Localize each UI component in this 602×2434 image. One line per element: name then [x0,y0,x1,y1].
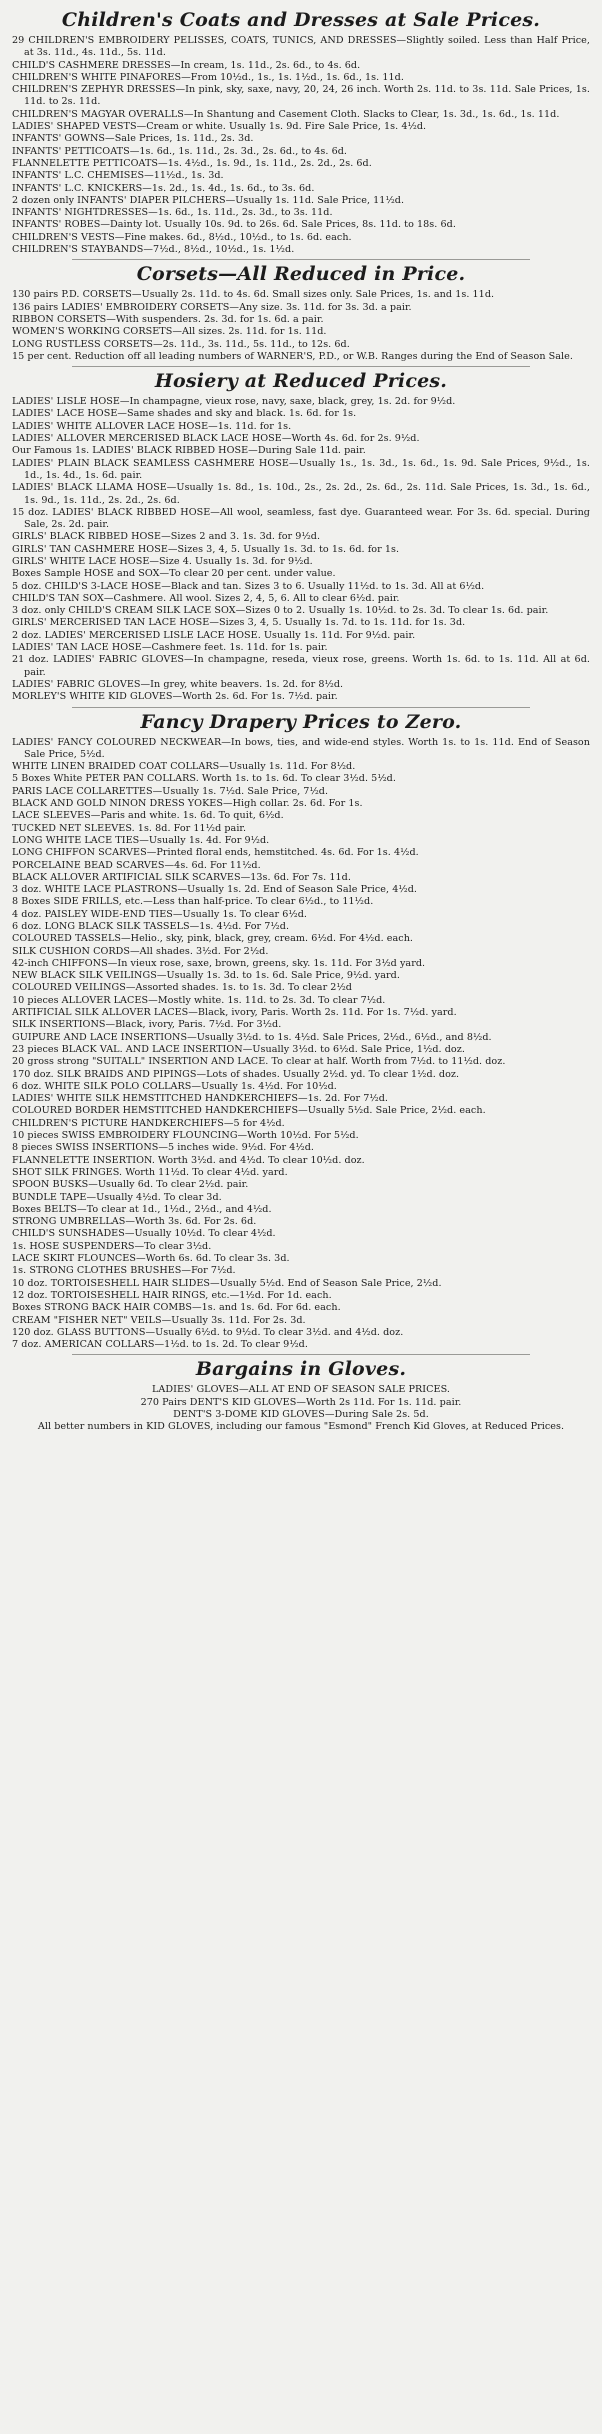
list-item: FLANNELETTE INSERTION. Worth 3½d. and 4½d. To clear 10½d. doz. [12,1154,365,1166]
list-item: Boxes Sample HOSE and SOX—To clear 20 per cent. under value. [12,568,336,580]
list-item: 136 pairs LADIES' EMBROIDERY CORSETS—Any size. 3s. 11d. for 3s. 3d. a pair. [12,301,412,313]
list-item: WHITE LINEN BRAIDED COAT COLLARS—Usually 1s. 11d. For 8½d. [12,761,356,773]
list-item: PARIS LACE COLLARETTES—Usually 1s. 7½d. Sale Price, 7½d. [12,785,329,797]
section-divider [72,1354,530,1355]
list-item: LADIES' PLAIN BLACK SEAMLESS CASHMERE HOSE—Usually 1s., 1s. 3d., 1s. 6d., 1s. 9d. Sale Prices, 9½d., 1s. 1d., 1s. 4d., 1s. 6d. pair. [12,457,590,481]
list-item: GIRLS' WHITE LACE HOSE—Size 4. Usually 1s. 3d. for 9½d. [12,555,313,567]
list-item: PORCELAINE BEAD SCARVES—4s. 6d. For 11½d. [12,859,261,871]
list-item: LADIES' BLACK LLAMA HOSE—Usually 1s. 8d., 1s. 10d., 2s., 2s. 2d., 2s. 6d., 2s. 11d. Sale Prices, 1s. 3d., 1s. 6d., 1s. 9d., 1s. 11d., 2s. 2d., 2s. 6d. [12,482,590,506]
list-item: LONG RUSTLESS CORSETS—2s. 11d., 3s. 11d., 5s. 11d., to 12s. 6d. [12,338,350,350]
section-divider [72,707,530,708]
list-item: 15 doz. LADIES' BLACK RIBBED HOSE—All wool, seamless, fast dye. Guaranteed wear. For 3s. 6d. special. During Sale, 2s. 2d. pair. [12,506,590,531]
list-item: SHOT SILK FRINGES. Worth 11½d. To clear 4½d. yard. [12,1166,288,1178]
list-item: INFANTS' GOWNS—Sale Prices, 1s. 11d., 2s. 3d. [12,133,254,145]
list-item: GUIPURE AND LACE INSERTIONS—Usually 3½d. to 1s. 4½d. Sale Prices, 2½d., 6½d., and 8½d. [12,1031,492,1043]
list-item: Our Famous 1s. LADIES' BLACK RIBBED HOSE—During Sale 11d. pair. [12,445,366,457]
list-item: SPOON BUSKS—Usually 6d. To clear 2½d. pair. [12,1179,249,1191]
list-item: 1s. HOSE SUSPENDERS—To clear 3½d. [12,1240,212,1252]
item-list [12,1384,590,1433]
list-item: LADIES' FABRIC GLOVES—In grey, white beavers. 1s. 2d. for 8½d. [12,678,344,690]
list-item: INFANTS' PETTICOATS—1s. 6d., 1s. 11d., 2s. 3d., 2s. 6d., to 4s. 6d. [12,145,348,157]
list-item: 3 doz. WHITE LACE PLASTRONS—Usually 1s. 2d. End of Season Sale Price, 4½d. [12,884,418,896]
list-item: SILK CUSHION CORDS—All shades. 3½d. For 2½d. [12,945,269,957]
list-item: GIRLS' MERCERISED TAN LACE HOSE—Sizes 3, 4, 5. Usually 1s. 7d. to 1s. 11d. for 1s. 3d. [12,617,466,629]
list-item: CHILD'S TAN SOX—Cashmere. All wool. Sizes 2, 4, 5, 6. All to clear 6½d. pair. [12,592,400,604]
list-item: 12 doz. TORTOISESHELL HAIR RINGS, etc.—1½d. For 1d. each. [12,1289,332,1301]
list-item: CHILDREN'S WHITE PINAFORES—From 10½d., 1s., 1s. 1½d., 1s. 6d., 1s. 11d. [12,71,404,83]
list-item: 5 Boxes White PETER PAN COLLARS. Worth 1s. to 1s. 6d. To clear 3½d. 5½d. [12,773,396,785]
section-title: Hosiery at Reduced Prices. [154,370,448,393]
list-item: WOMEN'S WORKING CORSETS—All sizes. 2s. 11d. for 1s. 11d. [12,326,327,338]
list-item: LADIES' TAN LACE HOSE—Cashmere feet. 1s. 11d. for 1s. pair. [12,642,328,654]
list-item: INFANTS' L.C. CHEMISES—11½d., 1s. 3d. [12,170,224,182]
list-item: 7 doz. AMERICAN COLLARS—1½d. to 1s. 2d. To clear 9½d. [12,1339,308,1351]
section-title: Fancy Drapery Prices to Zero. [140,710,462,733]
list-item: 2 dozen only INFANTS' DIAPER PILCHERS—Usually 1s. 11d. Sale Price, 11½d. [12,194,405,206]
section-divider [72,366,530,367]
section-hosiery [12,369,590,703]
list-item: 23 pieces BLACK VAL. AND LACE INSERTION—Usually 3½d. to 6½d. Sale Price, 1½d. doz. [12,1043,465,1055]
list-item: MORLEY'S WHITE KID GLOVES—Worth 2s. 6d. For 1s. 7½d. pair. [12,691,338,703]
item-list [12,289,590,363]
list-item: Boxes BELTS—To clear at 1d., 1½d., 2½d., and 4½d. [12,1203,272,1215]
list-item: RIBBON CORSETS—With suspenders. 2s. 3d. for 1s. 6d. a pair. [12,313,324,325]
list-item: CHILDREN'S PICTURE HANDKERCHIEFS—5 for 4½d. [12,1117,285,1129]
list-item: CREAM "FISHER NET" VEILS—Usually 3s. 11d. For 2s. 3d. [12,1314,306,1326]
list-item: 42-inch CHIFFONS—In vieux rose, saxe, brown, greens, sky. 1s. 11d. For 3½d yard. [12,957,426,969]
list-item: 20 gross strong "SUITALL" INSERTION AND LACE. To clear at half. Worth from 7½d. to 11½d. doz. [12,1056,506,1068]
list-item: COLOURED BORDER HEMSTITCHED HANDKERCHIEFS—Usually 5½d. Sale Price, 2½d. each. [12,1105,486,1117]
list-item: LADIES' GLOVES—ALL AT END OF SEASON SALE PRICES. [152,1384,450,1396]
list-item: CHILDREN'S VESTS—Fine makes. 6d., 8½d., 10½d., to 1s. 6d. each. [12,231,352,243]
list-item: GIRLS' BLACK RIBBED HOSE—Sizes 2 and 3. 1s. 3d. for 9½d. [12,531,321,543]
list-item: INFANTS' NIGHTDRESSES—1s. 6d., 1s. 11d., 2s. 3d., to 3s. 11d. [12,207,333,219]
section-childrens-coats [12,8,590,256]
list-item: 6 doz. LONG BLACK SILK TASSELS—1s. 4½d. For 7½d. [12,921,290,932]
section-fancy-drapery [12,710,590,1352]
list-item: 15 per cent. Reduction off all leading numbers of WARNER'S, P.D., or W.B. Ranges during the End of Season Sale. [12,350,573,362]
item-list [12,737,590,1352]
list-item: LACE SKIRT FLOUNCES—Worth 6s. 6d. To clear 3s. 3d. [12,1253,290,1265]
list-item: LADIES' SHAPED VESTS—Cream or white. Usually 1s. 9d. Fire Sale Price, 1s. 4½d. [12,121,427,133]
list-item: STRONG UMBRELLAS—Worth 3s. 6d. For 2s. 6d. [12,1216,257,1228]
list-item: NEW BLACK SILK VEILINGS—Usually 1s. 3d. to 1s. 6d. Sale Price, 9½d. yard. [12,970,400,982]
list-item: 130 pairs P.D. CORSETS—Usually 2s. 11d. to 4s. 6d. Small sizes only. Sale Prices, 1s. and 1s. 11d. [12,289,495,301]
list-item: LADIES' WHITE SILK HEMSTITCHED HANDKERCHIEFS—1s. 2d. For 7½d. [12,1093,389,1105]
list-item: CHILDREN'S ZEPHYR DRESSES—In pink, sky, saxe, navy, 20, 24, 26 inch. Worth 2s. 11d. to 3s. 11d. Sale Prices, 1s. 11d. to 2s. 11d. [12,84,590,108]
item-list [12,396,590,703]
list-item: COLOURED TASSELS—Helio., sky, pink, black, grey, cream. 6½d. For 4½d. each. [12,933,414,945]
list-item: 1s. STRONG CLOTHES BRUSHES—For 7½d. [12,1265,236,1277]
list-item: 3 doz. only CHILD'S CREAM SILK LACE SOX—Sizes 0 to 2. Usually 1s. 10½d. to 2s. 3d. To clear 1s. 6d. pair. [12,605,549,617]
list-item: 10 pieces ALLOVER LACES—Mostly white. 1s. 11d. to 2s. 3d. To clear 7½d. [12,994,386,1006]
list-item: GIRLS' TAN CASHMERE HOSE—Sizes 3, 4, 5. Usually 1s. 3d. to 1s. 6d. for 1s. [12,543,400,555]
list-item: BLACK AND GOLD NINON DRESS YOKES—High collar. 2s. 6d. For 1s. [12,798,363,810]
list-item: CHILDREN'S MAGYAR OVERALLS—In Shantung and Casement Cloth. Slacks to Clear, 1s. 3d., 1s. 6d., 1s. 11d. [12,108,560,120]
list-item: 2 doz. LADIES' MERCERISED LISLE LACE HOSE. Usually 1s. 11d. For 9½d. pair. [12,629,416,641]
section-title: Children's Coats and Dresses at Sale Prices. [61,9,541,31]
list-item: FLANNELETTE PETTICOATS—1s. 4½d., 1s. 9d., 1s. 11d., 2s. 2d., 2s. 6d. [12,157,372,169]
section-divider [72,259,530,260]
list-item: 120 doz. GLASS BUTTONS—Usually 6½d. to 9½d. To clear 3½d. and 4½d. doz. [12,1326,404,1338]
list-item: 170 doz. SILK BRAIDS AND PIPINGS—Lots of shades. Usually 2½d. yd. To clear 1½d. doz. [12,1068,460,1080]
section-title: Bargains in Gloves. [195,1358,407,1381]
list-item: LONG CHIFFON SCARVES—Printed floral ends, hemstitched. 4s. 6d. For 1s. 4½d. [12,847,419,859]
list-item: SILK INSERTIONS—Black, ivory, Paris. 7½d. For 3½d. [12,1019,282,1031]
list-item: LADIES' LACE HOSE—Same shades and sky and black. 1s. 6d. for 1s. [12,408,357,420]
list-item: 270 Pairs DENT'S KID GLOVES—Worth 2s 11d. For 1s. 11d. pair. [140,1396,462,1408]
list-item: 10 pieces SWISS EMBROIDERY FLOUNCING—Worth 10½d. For 5½d. [12,1130,359,1142]
list-item: INFANTS' ROBES—Dainty lot. Usually 10s. 9d. to 26s. 6d. Sale Prices, 8s. 11d. to 18s. 6d. [12,219,456,231]
item-list [12,35,590,256]
list-item: 4 doz. PAISLEY WIDE-END TIES—Usually 1s. To clear 6½d. [12,908,307,920]
list-item: ARTIFICIAL SILK ALLOVER LACES—Black, ivory, Paris. Worth 2s. 11d. For 1s. 7½d. yard. [12,1007,457,1019]
list-item: 21 doz. LADIES' FABRIC GLOVES—In champagne, reseda, vieux rose, greens. Worth 1s. 6d. to 1s. 11d. All at 6d. pair. [12,654,590,678]
list-item: 29 CHILDREN'S EMBROIDERY PELISSES, COATS, TUNICS, AND DRESSES—Slightly soiled. Less than Half Price, at 3s. 11d., 4s. 11d., 5s. 11d. [12,35,590,59]
list-item: LADIES' FANCY COLOURED NECKWEAR—In bows, ties, and wide-end styles. Worth 1s. to 1s. 11d. End of Season Sale Price, 5½d. [12,736,590,760]
list-item: 8 pieces SWISS INSERTIONS—5 inches wide. 9½d. For 4½d. [12,1142,315,1154]
list-item: 8 Boxes SIDE FRILLS, etc.—Less than half-price. To clear 6½d., to 11½d. [12,896,374,908]
list-item: COLOURED VEILINGS—Assorted shades. 1s. to 1s. 3d. To clear 2½d [12,982,352,994]
list-item: CHILD'S CASHMERE DRESSES—In cream, 1s. 11d., 2s. 6d., to 4s. 6d. [12,59,361,71]
list-item: CHILD'S SUNSHADES—Usually 10½d. To clear 4½d. [12,1228,276,1240]
list-item: LADIES' ALLOVER MERCERISED BLACK LACE HOSE—Worth 4s. 6d. for 2s. 9½d. [12,433,420,445]
list-item: LACE SLEEVES—Paris and white. 1s. 6d. To quit, 6½d. [12,810,284,822]
list-item: LADIES' LISLE HOSE—In champagne, vieux rose, navy, saxe, black, grey, 1s. 2d. for 9½d. [12,396,456,408]
list-item: 6 doz. WHITE SILK POLO COLLARS—Usually 1s. 4½d. For 10½d. [12,1080,337,1092]
list-item: INFANTS' L.C. KNICKERS—1s. 2d., 1s. 4d., 1s. 6d., to 3s. 6d. [12,182,315,194]
list-item: TUCKED NET SLEEVES. 1s. 8d. For 11½d pair. [12,822,247,834]
list-item: DENT'S 3-DOME KID GLOVES—During Sale 2s. 5d. [173,1408,429,1420]
section-corsets [12,262,590,363]
list-item: LONG WHITE LACE TIES—Usually 1s. 4d. For 9½d. [12,834,270,846]
list-item: CHILDREN'S STAYBANDS—7½d., 8½d., 10½d., 1s. 1½d. [12,244,295,256]
list-item: Boxes STRONG BACK HAIR COMBS—1s. and 1s. 6d. For 6d. each. [12,1302,341,1314]
list-item: All better numbers in KID GLOVES, including our famous "Esmond" French Kid Gloves, at Reduced Prices. [37,1421,565,1433]
section-title: Corsets—All Reduced in Price. [136,263,466,286]
list-item: 5 doz. CHILD'S 3-LACE HOSE—Black and tan. Sizes 3 to 6. Usually 11½d. to 1s. 3d. All at 6½d. [12,580,485,592]
list-item: LADIES' WHITE ALLOVER LACE HOSE—1s. 11d. for 1s. [12,420,292,432]
list-item: BLACK ALLOVER ARTIFICIAL SILK SCARVES—13s. 6d. For 7s. 11d. [12,871,351,883]
list-item: BUNDLE TAPE—Usually 4½d. To clear 3d. [12,1191,222,1203]
section-gloves [12,1357,590,1433]
list-item: 10 doz. TORTOISESHELL HAIR SLIDES—Usually 5½d. End of Season Sale Price, 2½d. [12,1277,442,1289]
